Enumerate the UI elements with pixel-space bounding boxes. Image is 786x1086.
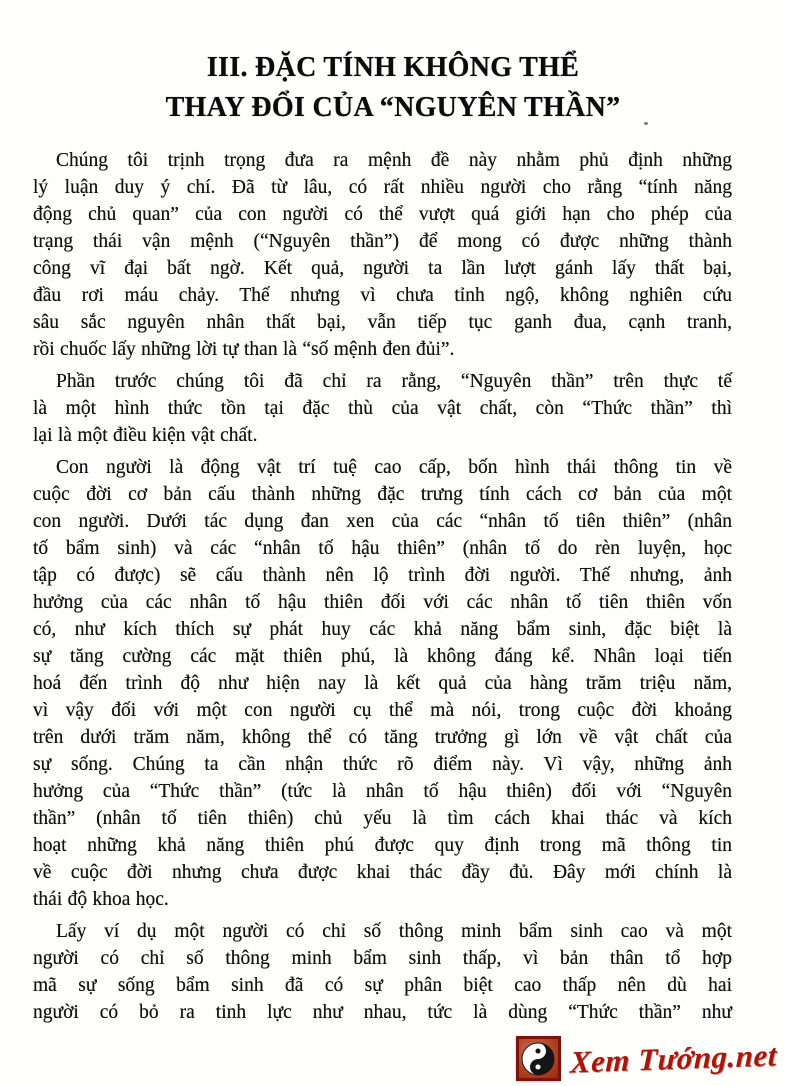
body-line: sự sống. Chúng ta cần nhận thức rõ điểm này. Vì vậy, những ảnh xyxy=(33,754,732,775)
body-line: đầu rơi máu chảy. Thế nhưng vì chưa tỉnh ngộ, không nghiên cứu xyxy=(33,285,732,306)
watermark xyxy=(516,1036,777,1081)
body-line: công vĩ đại bất ngờ. Kết quả, người ta lần lượt gánh lấy thất bại, xyxy=(33,258,732,279)
paragraph xyxy=(33,454,732,913)
body-line: cuộc đời cơ bản cấu thành những đặc trưng tính cách cơ bản của một xyxy=(33,484,732,505)
body-text xyxy=(33,147,732,1031)
body-line: Phần trước chúng tôi đã chỉ ra rằng, “Nguyên thần” trên thực tế xyxy=(56,371,732,392)
body-line: thái độ khoa học. xyxy=(33,889,169,910)
body-line: có, như kích thích sự phát huy các khả năng bẩm sinh, đặc biệt là xyxy=(33,619,732,640)
body-line: Con người là động vật trí tuệ cao cấp, bốn hình thái thông tin về xyxy=(56,457,732,478)
paragraph xyxy=(33,147,732,363)
body-line: Chúng tôi trịnh trọng đưa ra mệnh đề này nhằm phủ định những xyxy=(56,150,732,171)
body-line: sâu sắc nguyên nhân thất bại, vẫn tiếp tục ganh đua, cạnh tranh, xyxy=(33,312,732,333)
body-line: trên dưới trăm năm, không thể có tăng trưởng gì lớn về vật chất của xyxy=(33,727,732,748)
body-line: hoạt những khả năng thiên phú được quy định trong mã thông tin xyxy=(33,835,732,856)
scan-speck xyxy=(644,122,648,125)
body-line: về cuộc đời nhưng chưa được khai thác đầy đủ. Đây mới chính là xyxy=(33,862,732,883)
body-line: người có bỏ ra tinh lực như nhau, tức là dùng “Thức thần” như xyxy=(33,1002,732,1023)
body-line: trạng thái vận mệnh (“Nguyên thần”) để mong có được những thành xyxy=(33,231,732,252)
chapter-title xyxy=(0,0,786,128)
paragraph xyxy=(33,368,732,449)
body-line: hưởng của các nhân tố hậu thiên đối với các nhân tố tiên thiên vốn xyxy=(33,592,732,613)
body-line: mã sự sống bẩm sinh đã có sự phân biệt cao thấp nên dù hai xyxy=(33,975,732,996)
body-line: tố bẩm sinh) và các “nhân tố hậu thiên” (nhân tố do rèn luyện, học xyxy=(33,538,732,559)
body-line: sự tăng cường các mặt thiên phú, là không đáng kể. Nhân loại tiến xyxy=(33,646,732,667)
watermark-site-name: Xem Tướng.net xyxy=(569,1036,778,1080)
body-line: rồi chuốc lấy những lời tự than là “số mệnh đen đủi”. xyxy=(33,339,455,360)
body-line: hoá đến trình độ như hiện nay là kết quả của hàng trăm triệu năm, xyxy=(33,673,732,694)
body-line: thần” (nhân tố tiên thiên) chủ yếu là tìm cách khai thác và kích xyxy=(33,808,732,829)
body-line: người có chỉ số thông minh bẩm sinh thấp, vì bản thân tổ hợp xyxy=(33,948,732,969)
body-line: là một hình thức tồn tại đặc thù của vật chất, còn “Thức thần” thì xyxy=(33,398,732,419)
body-line: động chủ quan” của con người có thể vượt quá giới hạn cho phép của xyxy=(33,204,732,225)
yin-yang-icon xyxy=(516,1036,561,1081)
body-line: tập có được) sẽ cấu thành nên lộ trình đời người. Thế nhưng, ảnh xyxy=(33,565,732,586)
paragraph xyxy=(33,918,732,1026)
body-line: lại là một điều kiện vật chất. xyxy=(33,425,258,446)
body-line: vì vậy đối với một con người cụ thể mà nói, trong cuộc đời khoảng xyxy=(33,700,732,721)
body-line: hưởng của “Thức thần” (tức là nhân tố hậu thiên) đối với “Nguyên xyxy=(33,781,732,802)
body-line: lý luận duy ý chí. Đã từ lâu, có rất nhiều người cho rằng “tính năng xyxy=(33,177,732,198)
chapter-title-line-1: III. ĐẶC TÍNH KHÔNG THỂ xyxy=(206,52,580,83)
body-line: con người. Dưới tác dụng đan xen của các “nhân tố tiên thiên” (nhân xyxy=(33,511,732,532)
body-line: Lấy ví dụ một người có chỉ số thông minh bẩm sinh cao và một xyxy=(56,921,732,942)
chapter-title-line-2: THAY ĐỔI CỦA “NGUYÊN THẦN” xyxy=(165,92,621,123)
